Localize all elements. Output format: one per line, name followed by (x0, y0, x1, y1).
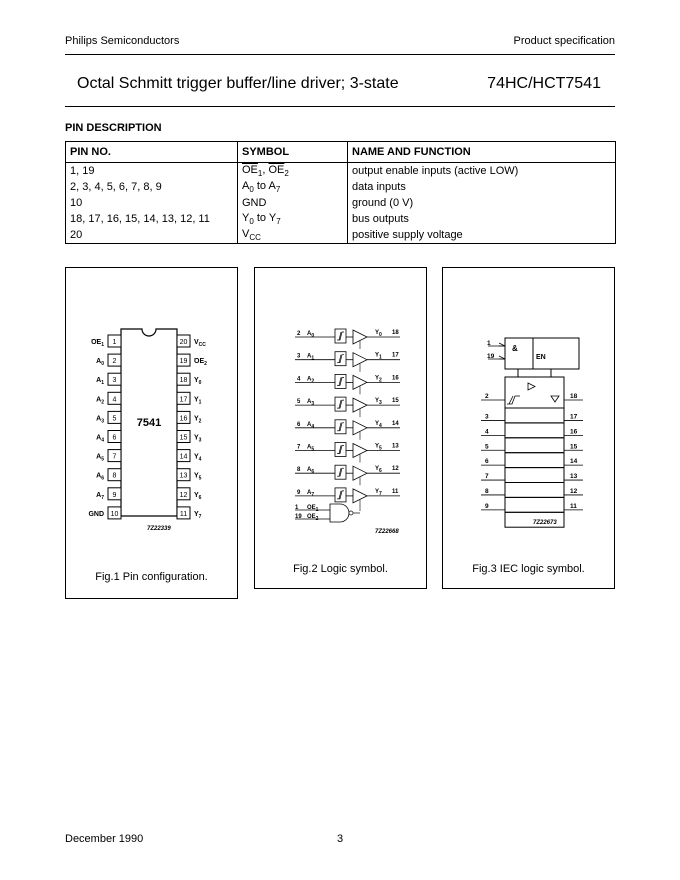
pin-label (194, 339, 206, 348)
pin-label (194, 454, 202, 463)
pin-subscript: 2 (204, 361, 207, 368)
input-subscript: 0 (311, 333, 315, 339)
input-subscript: 5 (311, 446, 315, 453)
inversion-indicator-icon (499, 356, 505, 359)
pin-function: data inputs (348, 179, 616, 195)
pin-label (88, 511, 104, 518)
output-subscript: 3 (379, 400, 382, 407)
symbol-subscript: 7 (275, 185, 281, 195)
pin-name: A (96, 434, 102, 442)
input-subscript: 4 (311, 423, 315, 430)
output-name: Y (375, 443, 380, 450)
pin-number: 10 (110, 510, 119, 518)
cell-box (505, 497, 564, 512)
symbol-name: V (242, 227, 250, 240)
input-pin-number: 3 (485, 413, 489, 421)
symbol-name: Y (268, 211, 277, 224)
pin-number: 17 (179, 396, 188, 404)
schmitt-box (335, 374, 346, 388)
pin-subscript: CC (198, 342, 206, 348)
table-row (66, 227, 616, 244)
schmitt-box (335, 488, 346, 502)
output-subscript: 6 (379, 468, 382, 475)
symbol-subscript: 0 (249, 217, 254, 227)
pin-name: OE (91, 339, 102, 346)
cell-box (505, 453, 564, 468)
symbol-name: $\overline{OE}$ (268, 163, 285, 176)
pin-subscript: 5 (101, 456, 104, 463)
inversion-bubble (349, 511, 353, 515)
pin-function: bus outputs (348, 211, 616, 227)
pin-numbers: 20 (66, 227, 238, 244)
pin-number: 1 (112, 339, 117, 346)
input-name: A (307, 353, 312, 360)
output-name: Y (375, 352, 380, 359)
drawing-code: 7Z22673 (533, 520, 557, 526)
table-row (66, 195, 616, 211)
chip-label: 7541 (136, 417, 162, 429)
output-pin-number: 18 (570, 393, 578, 400)
enable-name: OE (307, 505, 316, 511)
pin-number: 3 (112, 377, 117, 385)
header-rule (65, 54, 615, 55)
output-subscript: 2 (379, 377, 382, 384)
pin-number: 6 (112, 434, 117, 442)
output-pin-number: 17 (392, 352, 399, 359)
drawing-code: 7Z22668 (375, 529, 399, 535)
enable-logic (295, 504, 360, 522)
pin-label (96, 473, 104, 482)
output-pin-number: 13 (570, 473, 578, 481)
pin-numbers: 10 (66, 195, 238, 211)
iec-logic-symbol-diagram (443, 268, 614, 548)
pin-label (194, 435, 202, 444)
en-label: EN (536, 354, 546, 361)
input-label (307, 331, 314, 339)
pin-number: 11 (179, 510, 188, 518)
pin-label (91, 339, 104, 348)
input-pin-number: 5 (485, 443, 489, 451)
output-pin-number: 12 (570, 487, 578, 495)
output-subscript: 4 (379, 422, 382, 429)
pin-name: Y (194, 510, 199, 518)
cell-box (505, 483, 564, 498)
input-pin-number: 4 (485, 428, 489, 436)
pin-name: Y (194, 396, 199, 404)
output-subscript: 0 (379, 332, 382, 338)
pin-name: Y (194, 472, 199, 480)
pin-label (96, 454, 104, 463)
input-pin-number: 7 (485, 473, 489, 481)
enable-subscript: 1 (315, 507, 319, 513)
pin-subscript: 6 (101, 475, 104, 482)
drawing-code: 7Z22339 (147, 526, 171, 532)
pin-subscript: 7 (101, 494, 104, 501)
pin-name: A (96, 396, 102, 404)
output-name: Y (375, 466, 380, 473)
pin-label (96, 396, 104, 405)
enable-pin-number: 19 (295, 514, 302, 520)
pin-number: 16 (179, 415, 188, 423)
pin-subscript: 4 (198, 456, 202, 463)
input-label (307, 376, 314, 384)
input-label (307, 354, 314, 362)
logic-symbol-diagram (255, 268, 426, 548)
pin-label (96, 358, 104, 367)
output-name: Y (375, 375, 380, 382)
symbol-separator: , (262, 163, 269, 176)
input-pin-number: 6 (485, 458, 489, 466)
symbol-separator: to (253, 211, 269, 224)
figure-1-frame (65, 267, 238, 599)
input-subscript: 6 (311, 469, 315, 476)
company-name: Philips Semiconductors (65, 35, 180, 47)
output-pin-number: 12 (392, 466, 399, 473)
pin-name: Y (194, 491, 199, 499)
pin-number: 14 (179, 453, 188, 461)
input-pin-number: 5 (297, 399, 301, 406)
enable-label (307, 514, 319, 522)
figure-2-caption: Fig.2 Logic symbol. (293, 563, 388, 575)
pin-name: A (96, 415, 102, 423)
pin-subscript: 0 (198, 380, 202, 387)
symbol-name: A (242, 179, 250, 192)
output-pin-number: 15 (392, 398, 399, 405)
section-heading: PIN DESCRIPTION (65, 122, 162, 134)
input-pin-number: 9 (297, 489, 301, 496)
pin-number: 15 (179, 434, 188, 442)
input-name: A (307, 376, 312, 383)
symbol-subscript: 2 (284, 169, 289, 179)
pin-name: OE (194, 358, 205, 366)
output-pin-number: 16 (570, 428, 578, 436)
enable-subscript: 2 (315, 516, 319, 522)
pin-name: A (96, 491, 102, 499)
input-name: A (307, 467, 312, 474)
output-name: Y (375, 330, 380, 336)
output-pin-number: 16 (392, 375, 399, 382)
table-row (66, 211, 616, 227)
pin-number: 4 (112, 396, 117, 404)
table-header-row (66, 142, 616, 163)
input-name: A (307, 421, 312, 428)
pin-function: ground (0 V) (348, 195, 616, 211)
output-subscript: 1 (379, 354, 382, 361)
pin-configuration-diagram (66, 268, 237, 548)
output-pin-number: 11 (570, 502, 577, 510)
output-name: Y (375, 488, 380, 495)
pin-number: 13 (179, 472, 188, 480)
pin-label (194, 415, 202, 424)
figure-2-frame (254, 267, 427, 589)
pin-subscript: 1 (101, 380, 104, 387)
input-pin-number: 2 (297, 331, 301, 337)
pin-number: 2 (112, 358, 117, 366)
pin-label (194, 358, 207, 367)
document-title: Octal Schmitt trigger buffer/line driver; 3-state (77, 75, 399, 92)
pin-number: 12 (179, 491, 188, 499)
cell-box (505, 423, 564, 438)
pin-number: 18 (179, 377, 188, 385)
schmitt-box (335, 329, 346, 343)
pin-symbol: GND (238, 195, 348, 211)
pin-name: A (96, 472, 102, 480)
input-name: A (307, 489, 312, 496)
schmitt-box (335, 397, 346, 411)
pin-label (96, 377, 104, 386)
pin-number: 8 (112, 472, 117, 480)
pin-subscript: 2 (101, 399, 104, 406)
input-label (307, 467, 314, 475)
symbol-name: Y (242, 211, 250, 224)
pin-name: Y (194, 415, 199, 423)
cell-box (505, 438, 564, 453)
pin-label (96, 492, 104, 501)
output-pin-number: 14 (392, 420, 399, 427)
pin-label (194, 492, 202, 501)
pin-subscript: 1 (101, 342, 104, 348)
pin-label (96, 415, 104, 424)
column-header: SYMBOL (238, 142, 348, 163)
schmitt-box (335, 352, 346, 366)
output-pin-number: 15 (570, 443, 578, 451)
pin-name: GND (88, 510, 104, 518)
input-subscript: 3 (311, 401, 315, 408)
pin-number: 5 (112, 415, 117, 423)
pin-subscript: 3 (101, 418, 104, 425)
footer-date: December 1990 (65, 833, 144, 845)
input-pin-number: 4 (297, 376, 301, 383)
pin-name: V (194, 339, 199, 346)
input-name: A (307, 331, 312, 337)
pin-subscript: 1 (198, 399, 202, 406)
three-state-icon (551, 396, 559, 402)
pin-label (96, 435, 104, 444)
output-pin-number: 18 (392, 330, 399, 336)
pin-subscript: 3 (198, 437, 202, 444)
pin-description-table (65, 141, 616, 244)
pin-subscript: 0 (101, 361, 104, 368)
enable-pin-number: 1 (295, 505, 299, 511)
pin-number: 7 (112, 453, 117, 461)
symbol-subscript: 7 (276, 217, 281, 227)
pin-symbol (238, 163, 348, 180)
pin-symbol (238, 211, 348, 227)
schmitt-box (335, 443, 346, 457)
input-name: A (307, 444, 312, 451)
pin-symbol (238, 179, 348, 195)
input-name: A (307, 399, 312, 406)
pin-name: A (96, 377, 102, 385)
pin-subscript: 5 (198, 475, 202, 482)
inversion-indicator-icon (499, 343, 505, 346)
input-pin-number: 6 (297, 421, 301, 428)
schmitt-box (335, 420, 346, 434)
pin-label (194, 511, 202, 520)
schmitt-icon (507, 396, 520, 404)
output-subscript: 5 (379, 445, 382, 452)
input-pin-number: 7 (297, 444, 301, 451)
symbol-subscript: 0 (249, 185, 254, 195)
output-pin-number: 11 (392, 488, 399, 495)
figure-3-caption: Fig.3 IEC logic symbol. (472, 563, 585, 575)
part-number: 74HC/HCT7541 (487, 75, 601, 92)
symbol-separator: to (253, 179, 269, 192)
column-header: NAME AND FUNCTION (348, 142, 616, 163)
enable-pin-number: 1 (487, 340, 491, 347)
pin-name: A (96, 358, 102, 366)
document-type: Product specification (513, 35, 615, 47)
cell-box (505, 408, 564, 423)
output-name: Y (375, 420, 380, 427)
pin-subscript: 6 (198, 494, 202, 501)
and-label: & (512, 344, 518, 353)
pin-name: Y (194, 453, 199, 461)
nand-gate (330, 504, 349, 522)
control-block (505, 338, 533, 369)
pin-subscript: 4 (101, 437, 104, 444)
pin-function: output enable inputs (active LOW) (348, 163, 616, 180)
schmitt-box (335, 465, 346, 479)
enable-inputs (487, 340, 505, 360)
buffer-triangle-icon (528, 383, 535, 390)
cell-box (505, 468, 564, 483)
pin-label (194, 377, 202, 386)
input-label (307, 490, 314, 498)
pin-function: positive supply voltage (348, 227, 616, 244)
pin-numbers: 1, 19 (66, 163, 238, 180)
pin-subscript: 2 (198, 418, 202, 425)
pin-number: 19 (179, 358, 188, 366)
input-label (307, 399, 314, 407)
pin-name: A (96, 453, 102, 461)
output-pin-number: 14 (570, 458, 578, 466)
input-label (307, 445, 314, 453)
symbol-name: $\overline{OE}$ (242, 163, 258, 176)
symbol-subscript: CC (249, 233, 261, 243)
input-pin-number: 3 (297, 353, 301, 360)
channel-group (295, 329, 400, 508)
output-pin-number: 17 (570, 413, 578, 421)
output-subscript: 7 (379, 490, 382, 497)
table-row (66, 163, 616, 180)
symbol-name: A (268, 179, 276, 192)
figure-1-caption: Fig.1 Pin configuration. (95, 571, 208, 583)
input-pin-number: 8 (297, 467, 301, 474)
figure-3-frame (442, 267, 615, 589)
table-row (66, 179, 616, 195)
pin-label (194, 396, 202, 405)
output-name: Y (375, 398, 380, 405)
pin-symbol (238, 227, 348, 244)
input-pin-number: 9 (485, 502, 489, 510)
input-subscript: 1 (311, 355, 315, 362)
enable-pin-number: 19 (487, 353, 495, 360)
common-block (505, 377, 564, 408)
pin-name: Y (194, 434, 199, 442)
column-header: PIN NO. (66, 142, 238, 163)
input-label (307, 422, 314, 430)
input-pin-number: 8 (485, 487, 489, 495)
pin-subscript: 7 (198, 513, 202, 520)
pin-label (194, 473, 202, 482)
input-pin-number: 2 (485, 393, 489, 400)
input-subscript: 2 (311, 378, 315, 385)
pin-number: 20 (179, 339, 188, 346)
pin-numbers: 18, 17, 16, 15, 14, 13, 12, 11 (66, 211, 238, 227)
pin-name: Y (194, 377, 199, 385)
page-number: 3 (337, 833, 344, 845)
output-pin-number: 13 (392, 443, 399, 450)
pin-numbers: 2, 3, 4, 5, 6, 7, 8, 9 (66, 179, 238, 195)
enable-name: OE (307, 514, 316, 520)
title-rule (65, 106, 615, 107)
enable-label (307, 505, 319, 513)
symbol-subscript: 1 (257, 169, 263, 179)
cell-group (481, 393, 583, 527)
input-subscript: 7 (311, 491, 315, 498)
pin-number: 9 (112, 491, 117, 499)
